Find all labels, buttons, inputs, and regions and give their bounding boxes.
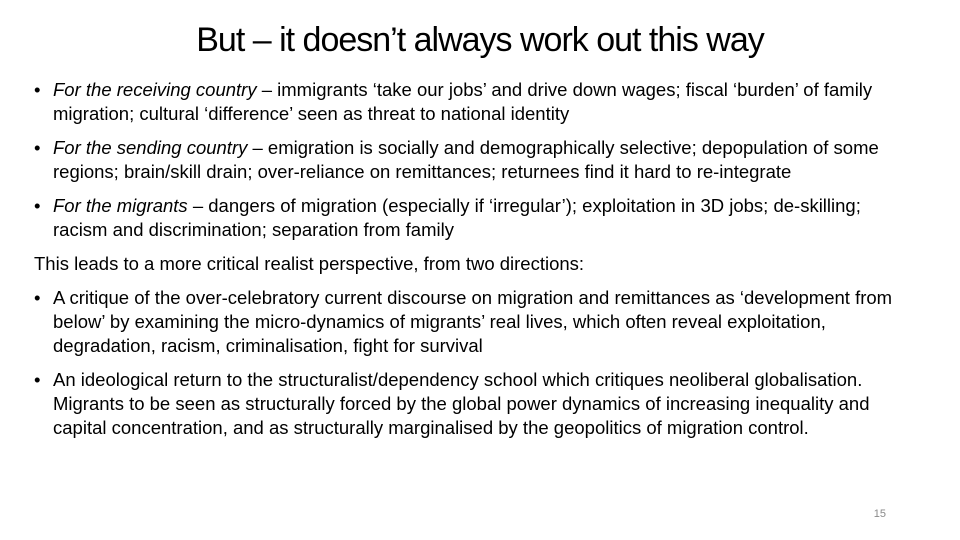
transition-paragraph: This leads to a more critical realist perspective, from two directions: bbox=[34, 253, 585, 274]
bullet-lead: For the receiving country bbox=[53, 79, 257, 100]
bullet-lead: For the sending country bbox=[53, 137, 248, 158]
slide-title: But – it doesn’t always work out this way bbox=[196, 21, 764, 59]
page-number: 15 bbox=[873, 508, 886, 520]
bullet-text: – dangers of migration (especially if ‘irregular’); exploitation in 3D jobs; de-skilling; racism and discrimination; separation from family bbox=[53, 195, 861, 240]
bullet-lead: For the migrants bbox=[53, 195, 188, 216]
bullet-dot-icon: • bbox=[34, 137, 41, 158]
bullet-text: – emigration is socially and demographically selective; depopulation of some regions; brain/skill drain; over-reliance on remittances; returnees find it hard to re-integrate bbox=[53, 137, 879, 182]
bullet-dot-icon: • bbox=[34, 195, 41, 216]
bullet-dot-icon: • bbox=[34, 287, 41, 308]
bullet-migrants bbox=[34, 194, 914, 242]
bullet-critique bbox=[34, 286, 914, 358]
bullet-receiving-country bbox=[34, 78, 914, 126]
bullet-text: An ideological return to the structuralist/dependency school which critiques neoliberal globalisation. Migrants to be seen as structurally forced by the global power dynamics of increasing inequality and capital concentration, and as structurally marginalised by the geopolitics of migration control. bbox=[53, 369, 870, 438]
bullet-dot-icon: • bbox=[34, 369, 41, 390]
bullet-dot-icon: • bbox=[34, 79, 41, 100]
bullet-text: – immigrants ‘take our jobs’ and drive down wages; fiscal ‘burden’ of family migration; cultural ‘difference’ seen as threat to national identity bbox=[53, 79, 873, 124]
bullet-ideological-return bbox=[34, 368, 914, 440]
bullet-text: A critique of the over-celebratory current discourse on migration and remittances as ‘development from below’ by examining the micro-dynamics of migrants’ real lives, which often reveal exploitation, degradation, racism, criminalisation, fight for survival bbox=[53, 287, 893, 356]
slide-body bbox=[34, 78, 914, 450]
bullet-sending-country bbox=[34, 136, 914, 184]
